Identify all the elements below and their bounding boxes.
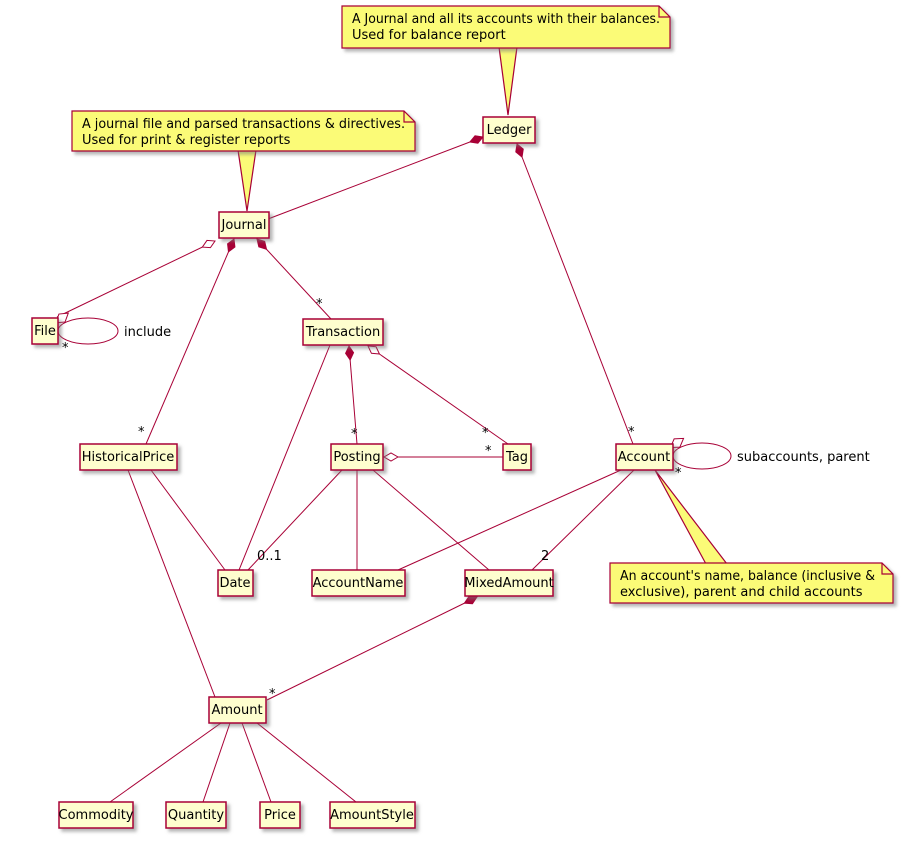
class-ledger	[483, 117, 535, 143]
class-label: Ledger	[486, 123, 532, 138]
edge-journal-file	[57, 241, 215, 317]
class-label: AmountStyle	[330, 808, 414, 823]
note-pointer-to-ledger	[499, 47, 517, 115]
edge-role-label: subaccounts, parent	[737, 450, 870, 465]
edge-role-label: include	[124, 325, 172, 340]
multiplicity-label: *	[62, 341, 69, 356]
class-file	[32, 318, 58, 344]
class-label: Amount	[211, 703, 263, 718]
class-price	[260, 802, 300, 828]
class-label: Transaction	[305, 325, 381, 340]
class-account	[616, 444, 673, 470]
note-account	[610, 563, 893, 603]
edge-journal-historicalprice	[146, 239, 234, 444]
note-ledger	[342, 6, 670, 48]
class-amountstyle	[330, 802, 415, 828]
class-label: Journal	[221, 218, 267, 233]
class-label: Commodity	[58, 808, 134, 823]
class-quantity	[166, 802, 226, 828]
edge-account-subaccounts-loop	[673, 443, 731, 469]
class-label: HistoricalPrice	[81, 450, 175, 465]
multiplicity-label: *	[675, 466, 682, 481]
multiplicity-label: *	[482, 426, 489, 441]
edge-amount-commodity	[110, 723, 221, 802]
note-journal	[72, 111, 415, 151]
edge-amount-quantity	[203, 723, 230, 802]
edge-historicalprice-date	[151, 470, 225, 570]
class-label: Quantity	[167, 808, 225, 823]
note-text-line: A journal file and parsed transactions & directives.	[82, 117, 405, 132]
edge-amount-amountstyle	[257, 723, 356, 802]
note-pointer-to-account	[655, 470, 727, 564]
edge-historicalprice-amount	[128, 470, 215, 697]
edge-ledger-account	[517, 144, 633, 444]
class-label: File	[34, 324, 56, 339]
class-label: Price	[264, 808, 296, 823]
note-text-line: exclusive), parent and child accounts	[620, 585, 863, 600]
note-text-line: Used for balance report	[352, 28, 506, 43]
multiplicity-label: *	[316, 297, 323, 312]
multiplicity-label: *	[485, 444, 492, 459]
class-label: Posting	[333, 450, 381, 465]
edge-transaction-date	[239, 345, 330, 570]
class-accountname	[312, 570, 405, 596]
class-mixedamount	[464, 570, 553, 596]
multiplicity-label: *	[628, 425, 635, 440]
class-label: AccountName	[312, 576, 404, 591]
note-pointer-to-journal	[238, 150, 256, 211]
class-transaction	[303, 319, 383, 345]
note-text-line: Used for print & register reports	[82, 133, 291, 148]
class-journal	[219, 212, 269, 238]
multiplicity-label: *	[351, 427, 358, 442]
edge-mixedamount-amount	[267, 597, 477, 700]
multiplicity-label: *	[269, 687, 276, 702]
note-text-line: An account's name, balance (inclusive &	[620, 569, 875, 584]
multiplicity-label: 0..1	[257, 549, 282, 564]
class-commodity	[59, 802, 134, 828]
multiplicity-label: 2	[541, 549, 550, 564]
class-date	[218, 570, 253, 596]
class-amount	[209, 697, 266, 723]
class-tag	[503, 444, 531, 470]
class-label: Tag	[505, 450, 529, 465]
note-text-line: A Journal and all its accounts with their balances.	[352, 12, 660, 27]
class-label: Account	[617, 450, 671, 465]
class-historicalprice	[80, 444, 177, 470]
class-label: MixedAmount	[464, 576, 554, 591]
multiplicity-label: *	[138, 425, 145, 440]
class-posting	[331, 444, 383, 470]
class-label: Date	[219, 576, 251, 591]
edge-amount-price	[242, 723, 271, 802]
